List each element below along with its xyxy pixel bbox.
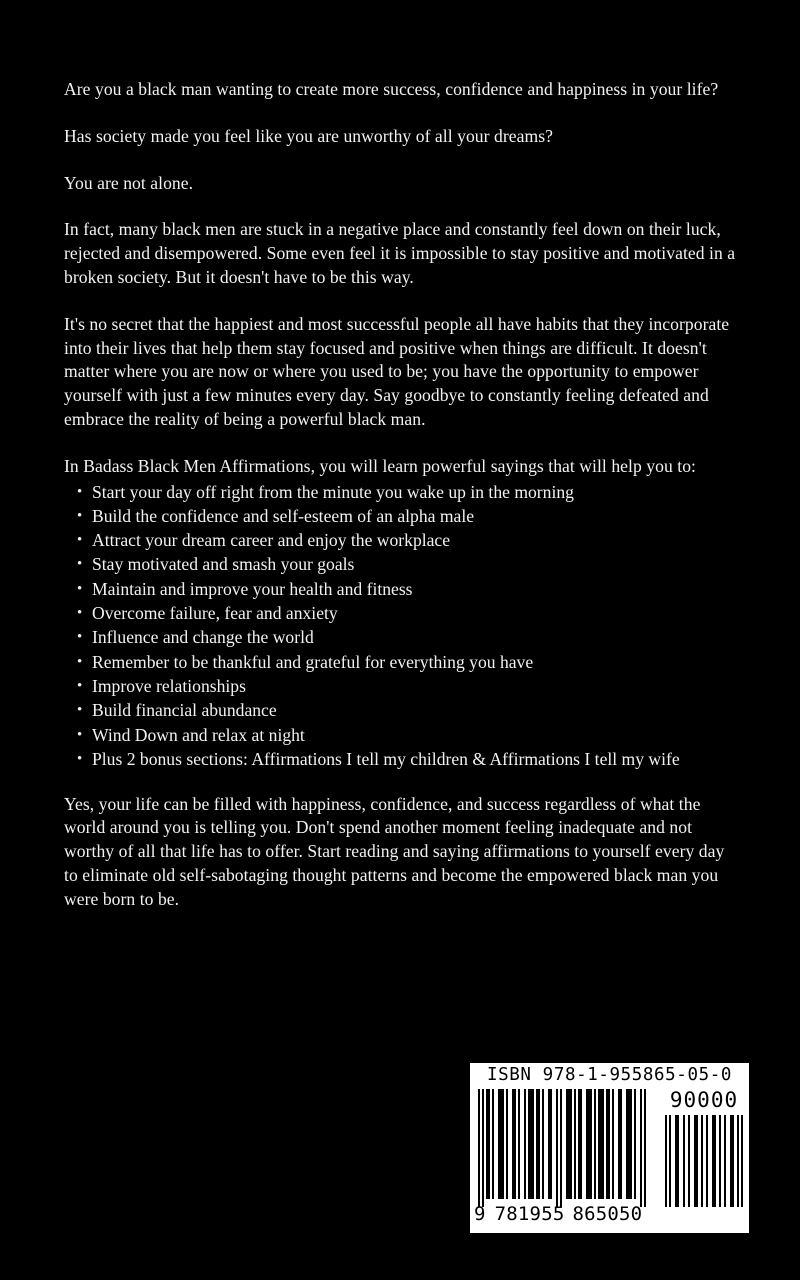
ean13-bars-icon [478,1089,646,1207]
list-item: • Remember to be thankful and grateful for everything you have [64,651,742,675]
ean13-lead-digit: 9 [474,1203,486,1225]
list-item: • Stay motivated and smash your goals [64,553,742,577]
ean13-human-readable-digits [474,1203,654,1225]
list-item: • Attract your dream career and enjoy the workplace [64,529,742,553]
blurb-paragraph-3: You are not alone. [64,172,194,193]
list-item: • Plus 2 bonus sections: Affirmations I tell my children & Affirmations I tell my wife [64,748,742,772]
benefits-list-intro: In Badass Black Men Affirmations, you will learn powerful sayings that will help you to: [64,455,696,476]
list-item: • Overcome failure, fear and anxiety [64,602,742,626]
list-item: • Maintain and improve your health and fitness [64,578,742,602]
addon-price-digits: 90000 [669,1088,739,1112]
list-item: • Build the confidence and self-esteem of an alpha male [64,505,742,529]
ean5-addon-barcode-symbol [665,1115,743,1207]
back-cover-copy [64,78,742,935]
blurb-paragraph-4: In fact, many black men are stuck in a negative place and constantly feel down on their luck, rejected and disempowered. Some even feel it is impossible to stay positive and motivated in a broken society. But it doesn't have to be this way. [64,219,736,287]
blurb-paragraph-6: Yes, your life can be filled with happiness, confidence, and success regardless of what the world around you is telling you. Don't spend another moment feeling inadequate and not worthy of all that life has to offer. Start reading and saying affirmations to yourself every day to eliminate old self-sabotaging thought patterns and become the empowered black man you were born to be. [64,793,725,909]
blurb-paragraph-2: Has society made you feel like you are unworthy of all your dreams? [64,125,553,146]
list-item: • Influence and change the world [64,626,742,650]
list-item: • Build financial abundance [64,699,742,723]
ean5-bars-icon [665,1115,743,1207]
ean13-left-group: 781955 [494,1203,565,1225]
list-item: • Improve relationships [64,675,742,699]
ean13-right-group: 865050 [572,1203,643,1225]
isbn-number-label: ISBN 978-1-955865-05-0 [487,1065,732,1085]
benefits-list [64,481,742,772]
blurb-paragraph-1: Are you a black man wanting to create more success, confidence and happiness in your life? [64,79,719,99]
list-item: • Start your day off right from the minute you wake up in the morning [64,481,742,505]
blurb-paragraph-5: It's no secret that the happiest and most successful people all have habits that they incorporate into their lives that help them stay focused and positive when things are difficult. It doesn't matter where you are now or where you used to be; you have the opportunity to empower yourself with just a few minutes every day. Say goodbye to constantly feeling defeated and embrace the reality of being a powerful black man. [64,313,730,429]
list-item: • Wind Down and relax at night [64,724,742,748]
isbn-barcode [470,1063,749,1233]
ean13-barcode-symbol [478,1089,646,1207]
